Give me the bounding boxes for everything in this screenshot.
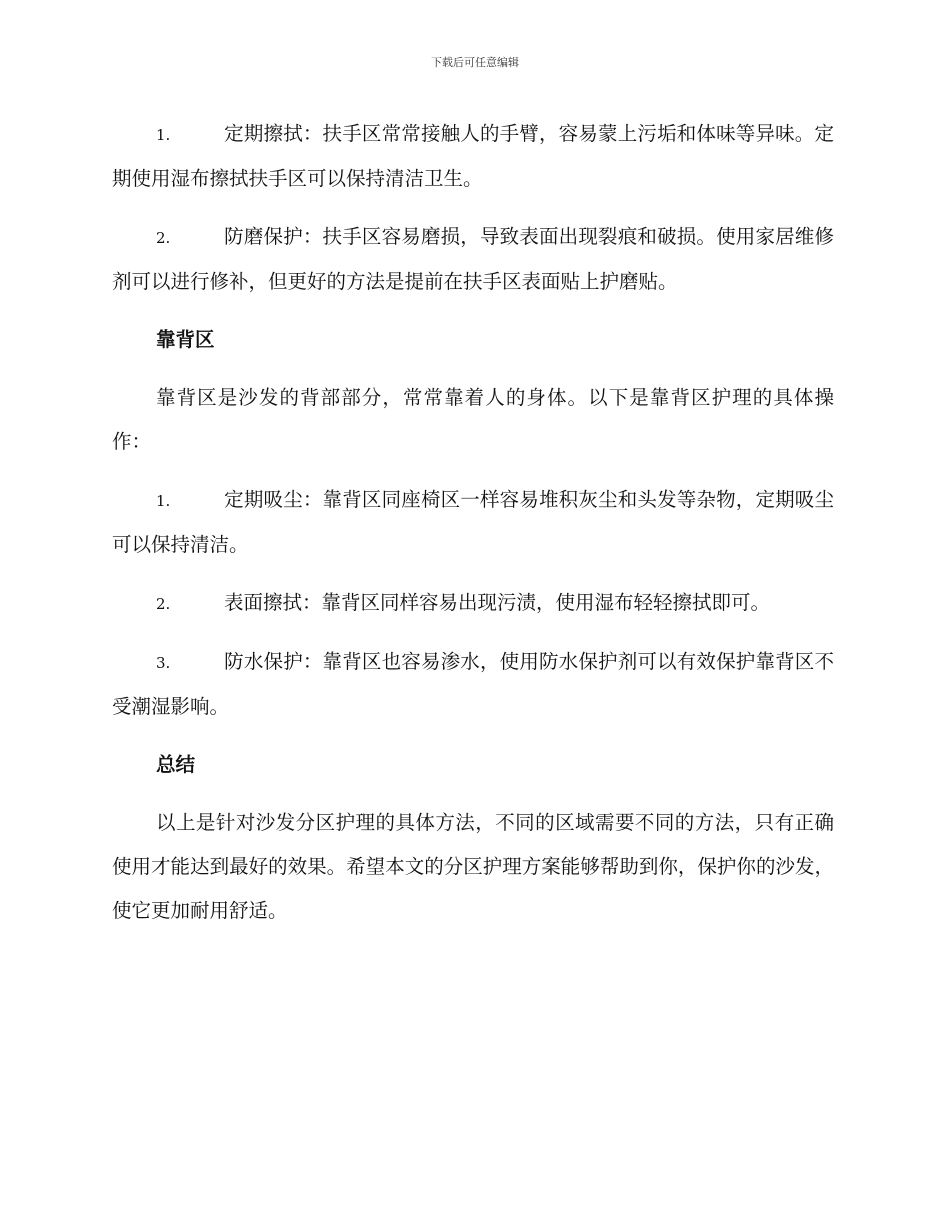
- list-item-text: 防水保护：靠背区也容易渗水，使用防水保护剂可以有效保护靠背区不受潮湿影响。: [112, 650, 834, 718]
- section-heading-backrest: 靠背区: [156, 328, 215, 351]
- list-item-text: 定期吸尘：靠背区同座椅区一样容易堆积灰尘和头发等杂物，定期吸尘可以保持清洁。: [112, 488, 834, 556]
- document-body: [112, 112, 834, 947]
- list-number: 3.: [156, 654, 171, 672]
- list-item-backrest-1: [112, 478, 834, 567]
- list-item-text: 表面擦拭：靠背区同样容易出现污渍，使用湿布轻轻擦拭即可。: [224, 591, 771, 614]
- backrest-intro-paragraph: 靠背区是沙发的背部部分，常常靠着人的身体。以下是靠背区护理的具体操作：: [112, 386, 834, 453]
- page-header: 下载后可任意编辑: [431, 56, 519, 69]
- list-item-backrest-3: [112, 640, 834, 729]
- section-heading-summary: 总结: [156, 753, 196, 776]
- list-item-armrest-1: [112, 112, 834, 201]
- list-number: 1.: [156, 492, 171, 510]
- list-item-text: 定期擦拭：扶手区常常接触人的手臂，容易蒙上污垢和体味等异味。定期使用湿布擦拭扶手区可以保持清洁卫生。: [112, 122, 834, 190]
- summary-paragraph: 以上是针对沙发分区护理的具体方法，不同的区域需要不同的方法，只有正确使用才能达到最好的效果。希望本文的分区护理方案能够帮助到你，保护你的沙发，使它更加耐用舒适。: [112, 811, 834, 922]
- list-number: 1.: [156, 126, 171, 144]
- list-number: 2.: [156, 229, 171, 247]
- list-number: 2.: [156, 595, 171, 613]
- list-item-armrest-2: [112, 215, 834, 304]
- list-item-text: 防磨保护：扶手区容易磨损，导致表面出现裂痕和破损。使用家居维修剂可以进行修补，但更好的方法是提前在扶手区表面贴上护磨贴。: [112, 225, 834, 293]
- list-item-backrest-2: [112, 581, 834, 626]
